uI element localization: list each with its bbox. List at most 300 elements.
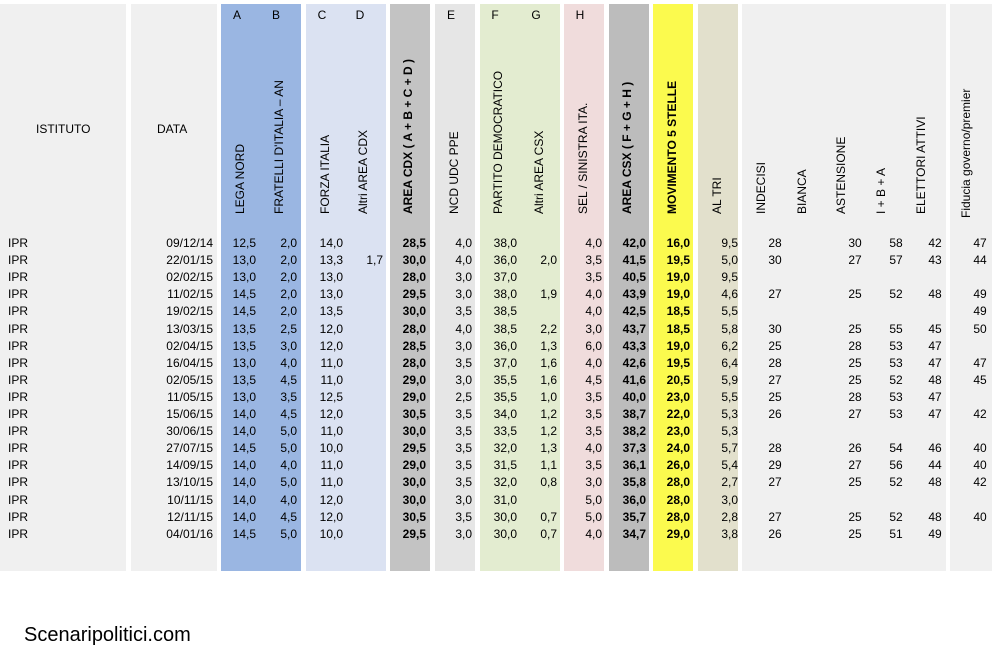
- cell-data: 13/03/15: [166, 321, 213, 336]
- cell-altricsx: 2,2: [540, 321, 557, 336]
- cell-elettori: 48: [928, 509, 942, 524]
- column-header-elettori: ELETTORI ATTIVI: [914, 116, 928, 214]
- cell-fi: 12,0: [319, 509, 343, 524]
- cell-istituto: IPR: [8, 492, 29, 507]
- cell-altri: 6,2: [721, 338, 738, 353]
- cell-pd: 30,0: [493, 509, 517, 524]
- cell-areacdx: 30,5: [402, 509, 426, 524]
- cell-lega: 13,0: [232, 389, 256, 404]
- cell-lega: 14,0: [232, 509, 256, 524]
- cell-ibа: 52: [889, 475, 903, 490]
- column-header-sel: SEL / SINISTRA ITA.: [576, 102, 590, 214]
- column-letter-altricsx: G: [531, 8, 541, 22]
- cell-astensione: 30: [848, 236, 862, 250]
- column-header-lega: LEGA NORD: [233, 143, 247, 214]
- cell-pd: 33,5: [493, 424, 517, 439]
- column-header-areacdx: AREA CDX ( A + B + C + D ): [401, 58, 415, 214]
- cell-areacsx: 38,2: [622, 424, 646, 439]
- cell-elettori: 48: [928, 372, 942, 387]
- cell-data: 02/02/15: [166, 270, 213, 285]
- cell-altricsx: 0,7: [540, 509, 557, 524]
- cell-pd: 32,0: [493, 475, 517, 490]
- cell-pd: 38,5: [493, 321, 517, 336]
- cell-fdi: 4,5: [280, 509, 297, 524]
- cell-altri: 6,4: [721, 355, 738, 370]
- cell-istituto: IPR: [8, 389, 29, 404]
- cell-sel: 4,0: [585, 287, 602, 302]
- cell-areacsx: 38,7: [622, 407, 646, 421]
- cell-istituto: IPR: [8, 338, 29, 353]
- cell-altri: 5,3: [721, 407, 738, 421]
- cell-fiducia: 47: [973, 236, 987, 250]
- cell-ibа: 58: [889, 236, 903, 250]
- cell-pd: 36,0: [493, 253, 517, 268]
- cell-data: 27/07/15: [166, 441, 213, 456]
- cell-lega: 14,5: [232, 441, 256, 456]
- cell-ibа: 54: [889, 441, 903, 456]
- cell-fi: 11,0: [320, 355, 343, 370]
- cell-astensione: 28: [848, 389, 862, 404]
- cell-ibа: 52: [889, 372, 903, 387]
- cell-fi: 12,0: [319, 321, 343, 336]
- column-header-altricdx: Altri AREA CDX: [356, 129, 370, 214]
- cell-astensione: 25: [848, 287, 862, 302]
- cell-indecisi: 28: [768, 441, 782, 456]
- cell-sel: 4,0: [585, 236, 602, 250]
- cell-data: 22/01/15: [166, 253, 213, 268]
- column-header-fdi: FRATELLI D'ITALIA – AN: [272, 80, 286, 214]
- cell-areacsx: 42,6: [622, 355, 646, 370]
- cell-areacsx: 37,3: [622, 441, 646, 456]
- cell-astensione: 25: [848, 321, 862, 336]
- cell-sel: 3,5: [585, 458, 602, 473]
- cell-pd: 37,0: [493, 270, 517, 285]
- cell-ncd: 2,5: [455, 389, 472, 404]
- cell-pd: 34,0: [493, 407, 517, 421]
- cell-sel: 5,0: [585, 509, 602, 524]
- cell-ncd: 3,5: [455, 441, 472, 456]
- cell-sel: 4,0: [585, 304, 602, 319]
- cell-lega: 13,0: [232, 270, 256, 285]
- cell-fi: 12,5: [319, 389, 343, 404]
- cell-ncd: 4,0: [455, 253, 472, 268]
- cell-sel: 3,5: [585, 389, 602, 404]
- cell-fdi: 2,5: [280, 321, 297, 336]
- cell-ncd: 3,5: [455, 355, 472, 370]
- cell-indecisi: 25: [768, 389, 782, 404]
- cell-fdi: 4,0: [280, 355, 297, 370]
- cell-fdi: 5,0: [280, 526, 297, 541]
- cell-data: 19/02/15: [166, 304, 213, 319]
- cell-areacdx: 29,0: [402, 389, 426, 404]
- cell-areacsx: 34,7: [622, 526, 646, 541]
- cell-altricsx: 1,3: [540, 441, 557, 456]
- cell-fiducia: 40: [973, 509, 987, 524]
- cell-istituto: IPR: [8, 526, 29, 541]
- cell-lega: 14,0: [232, 458, 256, 473]
- cell-pd: 38,0: [493, 236, 517, 250]
- cell-altri: 9,5: [721, 270, 738, 285]
- cell-fdi: 3,0: [280, 338, 297, 353]
- cell-elettori: 48: [928, 287, 942, 302]
- cell-m5s: 28,0: [666, 509, 690, 524]
- cell-istituto: IPR: [8, 287, 29, 302]
- cell-ncd: 3,0: [455, 270, 472, 285]
- cell-astensione: 27: [848, 458, 862, 473]
- cell-lega: 13,0: [232, 355, 256, 370]
- cell-areacsx: 36,1: [622, 458, 646, 473]
- cell-m5s: 29,0: [666, 526, 690, 541]
- cell-fiducia: 50: [973, 321, 987, 336]
- cell-data: 10/11/15: [167, 492, 213, 507]
- cell-fiducia: 49: [973, 287, 987, 302]
- cell-sel: 4,0: [585, 526, 602, 541]
- cell-areacdx: 29,0: [402, 458, 426, 473]
- column-header-altri: AL TRI: [710, 177, 724, 214]
- cell-fiducia: 47: [973, 355, 987, 370]
- cell-fdi: 4,5: [280, 372, 297, 387]
- cell-m5s: 18,5: [666, 304, 690, 319]
- cell-indecisi: 27: [768, 475, 782, 490]
- cell-altricsx: 1,6: [540, 372, 557, 387]
- column-letter-ncd: E: [446, 8, 455, 22]
- cell-elettori: 44: [928, 458, 942, 473]
- cell-fdi: 4,0: [280, 492, 297, 507]
- cell-data: 11/05/15: [167, 389, 213, 404]
- cell-ncd: 3,5: [455, 509, 472, 524]
- cell-elettori: 42: [928, 236, 942, 250]
- cell-altricsx: 1,0: [540, 389, 557, 404]
- cell-fi: 11,0: [320, 458, 343, 473]
- footer-source: Scenaripolitici.com: [24, 624, 191, 646]
- cell-pd: 30,0: [493, 526, 517, 541]
- cell-fdi: 2,0: [280, 253, 297, 268]
- cell-data: 15/06/15: [166, 407, 213, 421]
- cell-lega: 14,0: [232, 424, 256, 439]
- cell-altri: 5,9: [721, 372, 738, 387]
- cell-data: 13/10/15: [166, 475, 213, 490]
- cell-m5s: 23,0: [666, 389, 690, 404]
- cell-data: 16/04/15: [166, 355, 213, 370]
- cell-fi: 11,0: [320, 424, 343, 439]
- cell-indecisi: 26: [768, 526, 782, 541]
- cell-areacdx: 30,5: [402, 407, 426, 421]
- column-header-bianca: BIANCA: [795, 169, 809, 214]
- cell-altri: 5,5: [721, 389, 738, 404]
- cell-lega: 14,5: [232, 304, 256, 319]
- cell-fiducia: 42: [973, 475, 987, 490]
- column-header-indecisi: INDECISI: [754, 161, 768, 214]
- cell-istituto: IPR: [8, 304, 29, 319]
- cell-lega: 14,5: [232, 287, 256, 302]
- cell-elettori: 45: [928, 321, 942, 336]
- cell-istituto: IPR: [8, 509, 29, 524]
- cell-altri: 9,5: [721, 236, 738, 250]
- cell-pd: 35,5: [493, 389, 517, 404]
- cell-fi: 12,0: [319, 407, 343, 421]
- cell-fdi: 4,5: [280, 407, 297, 421]
- cell-ncd: 3,5: [455, 424, 472, 439]
- cell-areacdx: 30,0: [402, 304, 426, 319]
- cell-m5s: 19,5: [666, 253, 690, 268]
- cell-altri: 5,0: [721, 253, 738, 268]
- cell-elettori: 46: [928, 441, 942, 456]
- cell-fi: 12,0: [319, 338, 343, 353]
- column-header-istituto: ISTITUTO: [36, 122, 91, 136]
- cell-data: 09/12/14: [166, 236, 213, 250]
- cell-indecisi: 30: [768, 253, 782, 268]
- column-letter-fi: C: [317, 8, 327, 22]
- cell-istituto: IPR: [8, 355, 29, 370]
- cell-indecisi: 25: [768, 338, 782, 353]
- cell-fi: 11,0: [320, 475, 343, 490]
- cell-altri: 3,8: [721, 526, 738, 541]
- cell-altricsx: 1,6: [540, 355, 557, 370]
- cell-pd: 35,5: [493, 372, 517, 387]
- cell-ibа: 52: [889, 509, 903, 524]
- cell-ncd: 3,5: [455, 475, 472, 490]
- cell-areacsx: 35,8: [622, 475, 646, 490]
- cell-ibа: 56: [889, 458, 903, 473]
- cell-sel: 3,5: [585, 253, 602, 268]
- cell-indecisi: 30: [768, 321, 782, 336]
- cell-areacsx: 42,5: [622, 304, 646, 319]
- cell-fdi: 2,0: [280, 236, 297, 250]
- cell-areacdx: 29,5: [402, 526, 426, 541]
- cell-elettori: 47: [928, 389, 942, 404]
- cell-istituto: IPR: [8, 321, 29, 336]
- cell-data: 04/01/16: [166, 526, 213, 541]
- cell-ncd: 3,0: [455, 372, 472, 387]
- cell-m5s: 18,5: [666, 321, 690, 336]
- cell-sel: 3,5: [585, 424, 602, 439]
- cell-data: 14/09/15: [166, 458, 213, 473]
- cell-sel: 4,5: [585, 372, 602, 387]
- cell-pd: 38,0: [493, 287, 517, 302]
- cell-fdi: 3,5: [280, 389, 297, 404]
- cell-sel: 3,5: [585, 270, 602, 285]
- cell-altri: 5,8: [721, 321, 738, 336]
- cell-altri: 2,8: [721, 509, 738, 524]
- cell-elettori: 47: [928, 355, 942, 370]
- cell-istituto: IPR: [8, 458, 29, 473]
- cell-fi: 13,0: [319, 287, 343, 302]
- cell-astensione: 27: [848, 407, 862, 421]
- cell-areacsx: 43,3: [622, 338, 646, 353]
- cell-ibа: 53: [889, 407, 903, 421]
- cell-astensione: 25: [848, 475, 862, 490]
- cell-fdi: 4,0: [280, 458, 297, 473]
- cell-fiducia: 40: [973, 458, 987, 473]
- cell-ibа: 53: [889, 389, 903, 404]
- cell-altri: 2,7: [721, 475, 738, 490]
- cell-areacdx: 29,5: [402, 287, 426, 302]
- cell-altri: 4,6: [721, 287, 738, 302]
- cell-areacdx: 29,0: [402, 372, 426, 387]
- cell-altri: 5,7: [721, 441, 738, 456]
- cell-ncd: 3,0: [455, 338, 472, 353]
- cell-indecisi: 26: [768, 407, 782, 421]
- cell-areacdx: 30,0: [402, 253, 426, 268]
- cell-elettori: 47: [928, 338, 942, 353]
- cell-astensione: 26: [848, 441, 862, 456]
- cell-istituto: IPR: [8, 372, 29, 387]
- cell-m5s: 28,0: [666, 492, 690, 507]
- cell-data: 02/04/15: [166, 338, 213, 353]
- cell-fi: 13,0: [319, 270, 343, 285]
- cell-indecisi: 28: [768, 355, 782, 370]
- cell-astensione: 28: [848, 338, 862, 353]
- cell-ibа: 55: [889, 321, 903, 336]
- column-header-ncd: NCD UDC PPE: [447, 131, 461, 214]
- cell-areacdx: 28,0: [402, 355, 426, 370]
- cell-altricsx: 0,7: [540, 526, 557, 541]
- cell-sel: 3,0: [585, 321, 602, 336]
- column-header-m5s: MOVIMENTO 5 STELLE: [665, 80, 679, 214]
- cell-sel: 4,0: [585, 355, 602, 370]
- cell-sel: 6,0: [585, 338, 602, 353]
- cell-lega: 13,5: [232, 338, 256, 353]
- cell-fi: 14,0: [319, 236, 343, 250]
- cell-areacsx: 41,5: [622, 253, 646, 268]
- column-letter-pd: F: [491, 8, 499, 22]
- cell-areacdx: 30,0: [402, 492, 426, 507]
- cell-indecisi: 27: [768, 372, 782, 387]
- cell-indecisi: 29: [768, 458, 782, 473]
- cell-astensione: 27: [848, 253, 862, 268]
- cell-ncd: 3,0: [455, 492, 472, 507]
- cell-elettori: 43: [928, 253, 942, 268]
- cell-fdi: 5,0: [280, 441, 297, 456]
- cell-areacdx: 30,0: [402, 424, 426, 439]
- cell-ncd: 4,0: [455, 236, 472, 250]
- cell-m5s: 23,0: [666, 424, 690, 439]
- cell-lega: 14,0: [232, 475, 256, 490]
- cell-areacsx: 42,0: [622, 236, 646, 250]
- cell-fi: 13,5: [319, 304, 343, 319]
- cell-pd: 32,0: [493, 441, 517, 456]
- cell-fiducia: 42: [973, 407, 987, 421]
- column-header-data: DATA: [157, 122, 188, 136]
- cell-altri: 3,0: [721, 492, 738, 507]
- cell-lega: 13,5: [232, 321, 256, 336]
- cell-areacdx: 28,0: [402, 270, 426, 285]
- cell-fi: 11,0: [320, 372, 343, 387]
- cell-altricsx: 1,2: [540, 407, 557, 421]
- cell-areacsx: 40,0: [622, 389, 646, 404]
- column-header-pd: PARTITO DEMOCRATICO: [491, 70, 505, 214]
- cell-ncd: 3,0: [455, 526, 472, 541]
- cell-areacsx: 43,9: [622, 287, 646, 302]
- cell-lega: 13,5: [232, 372, 256, 387]
- cell-altricsx: 0,8: [540, 475, 557, 490]
- cell-pd: 31,5: [493, 458, 517, 473]
- cell-m5s: 19,0: [666, 338, 690, 353]
- cell-indecisi: 27: [768, 287, 782, 302]
- cell-m5s: 19,5: [666, 355, 690, 370]
- cell-pd: 36,0: [493, 338, 517, 353]
- cell-elettori: 47: [928, 407, 942, 421]
- cell-areacsx: 41,6: [622, 372, 646, 387]
- cell-lega: 14,0: [232, 407, 256, 421]
- cell-altri: 5,5: [721, 304, 738, 319]
- cell-data: 12/11/15: [167, 509, 213, 524]
- cell-areacdx: 30,0: [402, 475, 426, 490]
- cell-areacsx: 40,5: [622, 270, 646, 285]
- cell-areacsx: 35,7: [622, 509, 646, 524]
- cell-altricsx: 1,2: [540, 424, 557, 439]
- column-header-fiducia: Fiducia governo/premier: [959, 88, 973, 218]
- cell-lega: 13,0: [232, 253, 256, 268]
- cell-fdi: 5,0: [280, 424, 297, 439]
- cell-pd: 37,0: [493, 355, 517, 370]
- cell-sel: 5,0: [585, 492, 602, 507]
- cell-istituto: IPR: [8, 441, 29, 456]
- cell-astensione: 25: [848, 526, 862, 541]
- cell-m5s: 19,0: [666, 270, 690, 285]
- cell-altricdx: 1,7: [366, 253, 383, 268]
- cell-fiducia: 45: [973, 372, 987, 387]
- cell-fdi: 2,0: [280, 304, 297, 319]
- cell-ibа: 51: [889, 526, 903, 541]
- cell-ncd: 4,0: [455, 321, 472, 336]
- cell-elettori: 48: [928, 475, 942, 490]
- cell-areacdx: 29,5: [402, 441, 426, 456]
- cell-fiducia: 49: [973, 304, 987, 319]
- cell-altricsx: 1,1: [540, 458, 557, 473]
- column-header-altricsx: Altri AREA CSX: [532, 130, 546, 214]
- cell-sel: 3,0: [585, 475, 602, 490]
- cell-istituto: IPR: [8, 253, 29, 268]
- cell-altricsx: 2,0: [540, 253, 557, 268]
- column-letter-fdi: B: [271, 8, 280, 22]
- cell-fdi: 2,0: [280, 287, 297, 302]
- cell-altricsx: 1,9: [540, 287, 557, 302]
- cell-m5s: 20,5: [666, 372, 690, 387]
- cell-lega: 14,0: [232, 492, 256, 507]
- cell-data: 11/02/15: [167, 287, 213, 302]
- column-header-areacsx: AREA CSX ( F + G + H ): [620, 81, 634, 214]
- cell-indecisi: 27: [768, 509, 782, 524]
- cell-fi: 13,3: [319, 253, 343, 268]
- cell-indecisi: 28: [768, 236, 782, 250]
- cell-areacsx: 36,0: [622, 492, 646, 507]
- cell-m5s: 19,0: [666, 287, 690, 302]
- cell-areacsx: 43,7: [622, 321, 646, 336]
- cell-astensione: 25: [848, 372, 862, 387]
- cell-pd: 31,0: [493, 492, 517, 507]
- cell-fiducia: 40: [973, 441, 987, 456]
- cell-altricsx: 1,3: [540, 338, 557, 353]
- cell-lega: 14,5: [232, 526, 256, 541]
- cell-data: 30/06/15: [166, 424, 213, 439]
- cell-fdi: 2,0: [280, 270, 297, 285]
- cell-ncd: 3,5: [455, 458, 472, 473]
- cell-areacdx: 28,5: [402, 236, 426, 250]
- cell-fi: 12,0: [319, 492, 343, 507]
- cell-fi: 10,0: [319, 526, 343, 541]
- column-header-fi: FORZA ITALIA: [318, 134, 332, 214]
- cell-areacdx: 28,0: [402, 321, 426, 336]
- cell-m5s: 16,0: [666, 236, 690, 250]
- cell-ibа: 57: [889, 253, 903, 268]
- column-letter-sel: H: [575, 8, 585, 22]
- cell-ibа: 52: [889, 287, 903, 302]
- cell-m5s: 22,0: [666, 407, 690, 421]
- cell-lega: 12,5: [232, 236, 256, 250]
- cell-pd: 38,5: [493, 304, 517, 319]
- cell-altri: 5,3: [721, 424, 738, 439]
